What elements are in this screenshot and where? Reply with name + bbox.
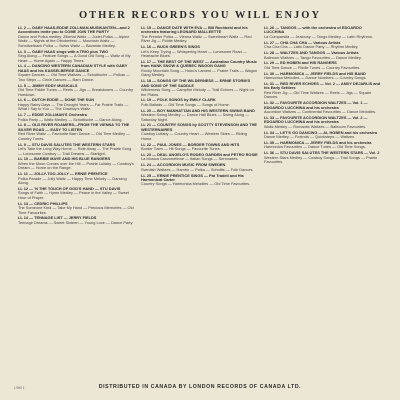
- record-entry: [264, 61, 382, 70]
- record-tracklist: Teenage Dreams — Sweet Sixteen — Young Love — Dance Party.: [18, 219, 134, 225]
- record-tracklist: La Musica Canzonettone — Italian Songs — Serenades.: [141, 156, 239, 162]
- record-title: LL 30 — HARMONICA — JERRY FIELDS and HIS BAND: [264, 70, 366, 76]
- record-title: LL 32 — FAVOURITE ACCORDION WALTZES — Vol. 1 — EDOARDO LUCCHINA and his orchestra: [264, 100, 368, 110]
- record-entry: [18, 157, 136, 170]
- record-title: LL 24 — ACCORDION MUSIC FROM SWEDEN: [141, 162, 226, 168]
- record-title: LL 12 — 'N THE TOUCH OF GOD'S HAND — STU DAVIS: [18, 185, 121, 191]
- record-entry: [264, 101, 382, 114]
- record-tracklist: Wilderness Song — Campfire Melody — Trail Echoes — Night on the Plains.: [141, 87, 254, 97]
- record-tracklist: When the Moon Comes over the Hill — Prairie Lullaby — Cowboy's Dream — Home on the Range.: [18, 160, 134, 171]
- record-tracklist: Folk Ballads — Old Time Songs — Songs of Home.: [141, 101, 230, 107]
- record-title: LL 7 — EDDIE ZOLLMAN'S Orchestra: [18, 112, 87, 118]
- record-title: LL 35 — HARMONICA — JERRY FIELDS and his orchestra: [264, 139, 372, 145]
- record-tracklist: Swedish Waltzes — Hambo — Polka — Schottis — Folk Dances.: [141, 166, 254, 172]
- record-title: LL 5 — JIMMY EDDY MUSICALS: [18, 82, 78, 88]
- record-entry: [264, 26, 382, 39]
- record-entry: [18, 216, 136, 225]
- record-entry: [18, 202, 136, 215]
- catalog-column-2: [141, 26, 259, 378]
- record-tracklist: Ballroom Waltzes — Tango Favourites — Dance Medley.: [264, 54, 362, 60]
- record-entry: [264, 82, 382, 100]
- catalog-title: OTHER RECORDS YOU WILL ENJOY: [78, 10, 322, 21]
- record-entry: [18, 26, 136, 48]
- record-tracklist: Square Dances — Old Time Waltzes — Schottische — Polkas — Two Steps — Circle Dances — Barn Dance.: [18, 72, 131, 82]
- record-tracklist: Harmonica Melodies — Dance Numbers — Country Songs.: [264, 75, 367, 81]
- record-entry: [141, 163, 259, 172]
- record-title: LL 25 — ERNIE PRENTICE SINGS — Pat Tradell and His Harmonicat Carter: [141, 172, 244, 182]
- record-title: LL 33 — FAVOURITE ACCORDION WALTZES — Vol. 2 — EDOARDO LUCCHINA and his orchestra: [264, 114, 368, 125]
- record-tracklist: Country Songs — Harmonica Melodies — Old Time Favourites.: [141, 181, 251, 187]
- record-tracklist: Sing Along — Feature Songs — A Good Old Song — Waltz of My Heart — Home Again — Happy Times.: [18, 53, 131, 63]
- record-tracklist: Rocky Mountain Song — Hobo's Lament — Prairie Trails — Wagon Gang Medley.: [141, 67, 258, 78]
- record-title: LL 20 — BOY MANHATTAN AND HIS WESTERN SWING BAND: [141, 107, 255, 113]
- record-tracklist: Waltz Medley — Romantic Waltzes — Ballroom Favourites.: [264, 123, 367, 129]
- record-title: LL 29 — ED HOBEN and HIS RANGERS: [264, 60, 337, 66]
- record-title: LL 31 — RED RIVER ECHOES — Vol. 2 — ANDY DEJARLIS and his Early Settlers: [264, 80, 381, 91]
- record-title: LL 36 — STU DAVIS SALUTES THE WESTERN STARS — Vol. 2: [264, 150, 380, 156]
- record-tracklist: Songs of Faith — Hymn Medley — Peace in the Valley — Sweet Hour of Prayer.: [18, 190, 129, 200]
- record-entry: [264, 141, 382, 150]
- record-entry: [18, 98, 136, 111]
- record-tracklist: The Someone Kind — Take My Hand — Precious Memories — Old Time Favourites.: [18, 205, 134, 215]
- record-tracklist: Happy Rainy Days — The Drought Years — Far Prairie Trails — What I Say to You — The Cowboy's Waltz.: [18, 101, 129, 112]
- catalog-code: L 900 1: [14, 386, 25, 390]
- record-entry: [141, 123, 259, 141]
- record-entry: [18, 123, 136, 141]
- record-entry: [264, 41, 382, 50]
- record-entry: [141, 174, 259, 187]
- record-title: LL 21 — COUNTRY SONGS by SCOTTY STEVENSON AND THE WESTERNAIRES: [141, 122, 258, 132]
- record-tracklist: Western Swing Medley — Dance Hall Blues — Swing Along — Saturday Night.: [141, 112, 250, 122]
- record-entry: [264, 151, 382, 164]
- record-tracklist: Polka Party — Waltz Medley — Schottische — Dance Along.: [18, 116, 123, 122]
- record-title: LL 9 — STU DAVIS SALUTES THE WESTERN STARS: [18, 141, 116, 147]
- catalog-column-1: [18, 26, 136, 378]
- record-title: LL 4 — DANCING WESTERN CANADIAN STYLE with GABY HAAS and his KASSELBERGE DANCE: [18, 63, 128, 73]
- record-title: LL 17 — THE BEST OF THE WEST — Australian Country Music from HANK SNOW & QUEBEC WAGON GANG: [141, 58, 258, 69]
- record-tracklist: Cowboy Lullaby — Country Heart — Western Skies — Riding Home.: [141, 131, 247, 141]
- record-title: LL 27 — CHA CHA CHA — Various Artists: [264, 39, 341, 45]
- record-entry: [141, 153, 259, 162]
- record-entry: [141, 60, 259, 78]
- record-entry: [18, 50, 136, 63]
- catalog-column-3: [264, 26, 382, 378]
- record-title: LL 13 — CEDRIC PHILLIPS: [18, 200, 68, 206]
- record-entry: [18, 113, 136, 122]
- record-title: LL 34 — LET'S GO DANCING — AL HOBEN and his orchestra: [264, 129, 378, 135]
- record-tracklist: Let's Take the Long Way Home — Ride Away — The Prairie Song — Lonesome Cowboy — Trail Dreams — Starlight.: [18, 146, 132, 156]
- record-entry: [141, 45, 259, 58]
- record-tracklist: Dance Medley — Foxtrots — Quicksteps — Waltzes.: [264, 134, 356, 140]
- record-tracklist: Harmonica Favourites — Dance Tunes — Old Time Songs.: [264, 144, 366, 150]
- record-title: LL 2 — GABY HAAS-EDDIE ZOLLMAN-MUSIKANTEN—and 2 Accordions invite you to COME JOIN THE PARTY: [18, 26, 130, 35]
- distributor-footer: DISTRIBUTED IN CANADA BY LONDON RECORDS OF CANADA LTD.: [98, 384, 302, 390]
- record-title: LL 28 — WALTZES AND TANGOS — Various Artists: [264, 50, 359, 56]
- record-entry: [18, 172, 136, 185]
- record-title: LL 14 — TENNAGE LIST — JERRY FIELDS: [18, 215, 97, 221]
- record-tracklist: Dance and Polka medley. Zillertal Waltz — Jodel-Polka — Alpine Waltz — Nights at the Oktoberfest — Mountain Waltz — Schnitzelbank Polka — Swiss Waltz — Bavarian Medley.: [18, 33, 130, 48]
- record-entry: [264, 131, 382, 140]
- record-tracklist: Accordion Waltzes — Continental Favourites — Dance Melodies.: [264, 109, 377, 115]
- record-tracklist: Red River Jig — Old Time Waltzes — Reels — Jigs — Square Dances.: [264, 89, 372, 100]
- record-tracklist: The Premier Polka — Vienna Waltz — Sweetheart Waltz — Red River Jig — Fiddle Medley.: [141, 33, 252, 44]
- record-tracklist: Red River Waltz — Favourite Barn Dance — Old Time Medley — Country Tunes.: [18, 131, 131, 141]
- record-title: LL 18 — SONGS OF THE WILDERNESS — ERNIE STORM'S AND SONS OF THE SADDLE: [141, 78, 251, 88]
- record-tracklist: Border Town — Hit Songs — Favourite Tunes.: [141, 146, 221, 152]
- record-title: LL 23 — DEAL ANGELO'S RODEO GARDEN and PETRO ROSIE: [141, 151, 258, 157]
- record-title: LL 8 — OLD RIVER ROAMERS—FROM THE VIENNA TO THE SILVER ROAD — EASY TO LISTEN: [18, 122, 130, 132]
- record-entry: [141, 79, 259, 97]
- record-title: LL 16 — BUCK GREEN'S SINGS: [141, 44, 201, 50]
- record-entry: [18, 84, 136, 97]
- record-tracklist: Western Stars Medley — Cowboy Songs — Trail Songs — Prairie Favourites.: [264, 154, 378, 165]
- record-entry: [264, 116, 382, 129]
- record-title: LL 26 — TANGOS — with the orchestra of EDOARDO LUCCHINA: [264, 26, 362, 35]
- record-title: LL 15 — DANCE DATE WITH EVA — Bill Ruchbeld and his orchestra featuring LEONARD MALLEETTE: [141, 26, 248, 35]
- record-tracklist: Old Time Fiddle Tunes — Reels — Jigs — Breakdowns — Country Hoedown.: [18, 87, 134, 97]
- record-tracklist: La Cumparsita — Jealousy — Tango Medley — Latin Rhythms.: [264, 33, 373, 39]
- record-entry: [141, 109, 259, 122]
- record-entry: [18, 143, 136, 156]
- record-title: LL 10 — BARBIE MAYE AND HIS BLUE RANGERS: [18, 156, 111, 162]
- record-tracklist: Cha Cha Cha — Latin Dance Party — Rhythm Medley.: [264, 44, 359, 50]
- record-entry: [141, 26, 259, 44]
- record-title: LL 19 — FOLK SONGS by EMILY CLARK: [141, 97, 216, 103]
- record-tracklist: Let's Keep Trying — Whispering Heart — Lonesome Road — Heartache Blues.: [141, 48, 247, 59]
- record-tracklist: Old Time Dance — Fiddle Tunes — Country Favourites.: [264, 64, 361, 70]
- record-title: LL 22 — PAUL JONES — BORDER TOWNS AND HITS: [141, 141, 240, 147]
- record-entry: [141, 143, 259, 152]
- record-entry: [18, 64, 136, 82]
- record-title: LL 6 — DUTCH EDDIE — DONE THE SUN: [18, 97, 95, 103]
- record-title: LL 3 — GABY HAAS sings with a TRIO plus TWO: [18, 48, 109, 54]
- record-title: LL 11 — JOLLY-TOO-JOLLY — ERNIE PRENTICE: [18, 171, 108, 177]
- record-entry: [141, 98, 259, 107]
- record-entry: [264, 51, 382, 60]
- record-tracklist: Polka Parade — Jolly Waltz — Happy Time Melody — Dancing Along.: [18, 175, 127, 186]
- record-entry: [264, 72, 382, 81]
- record-entry: [18, 187, 136, 200]
